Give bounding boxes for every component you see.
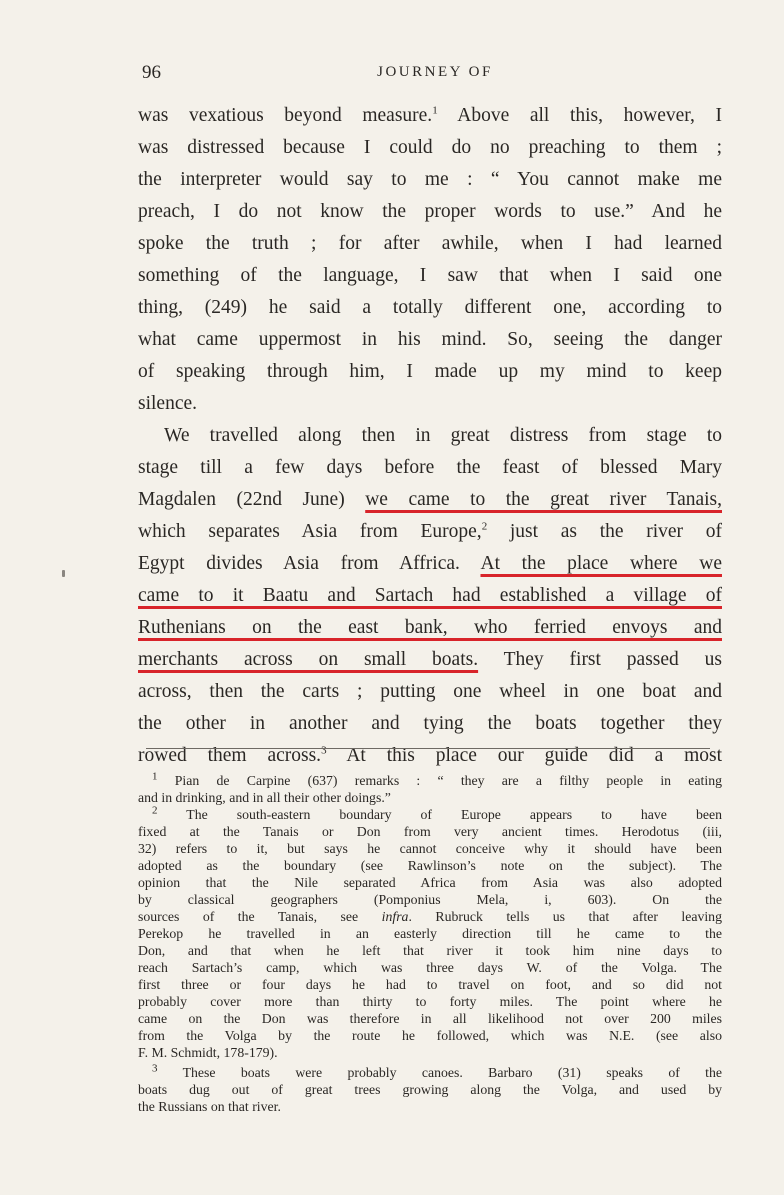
underlined-passage: At the place where we (480, 553, 722, 574)
text-line: the other in another and tying the boats together they (138, 713, 722, 734)
footnote-line: sources of the Tanais, see infra. Rubruck tells us that after leaving (138, 909, 722, 924)
text-line: rowed them across.$^3$ At this place our guide did a most (138, 744, 722, 766)
text-line (138, 580, 722, 612)
underlined-passage: came to it Baatu and Sartach had established a village of (138, 585, 722, 606)
text-line: which separates Asia from Europe,$^2$ just as the river of (138, 520, 722, 542)
text-line: across, then the carts ; putting one wheel in one boat and (138, 681, 722, 702)
footnote-line: boats dug out of great trees growing along the Volga, and used by (138, 1082, 722, 1097)
footnote-line: F. M. Schmidt, 178-179). (138, 1045, 278, 1060)
text-line: preach, I do not know the proper words to use.” And he (138, 201, 722, 222)
page-number: 96 (142, 62, 161, 83)
footnote-line: reach Sartach’s camp, which was three days W. of the Volga. The (138, 960, 722, 975)
margin-mark (62, 570, 65, 577)
text-line: spoke the truth ; for after awhile, when I had learned (138, 233, 722, 254)
main-text (138, 100, 722, 772)
underlined-passage: merchants across on small boats. (138, 649, 479, 670)
page-header (140, 62, 730, 90)
footnote-line: $^3$ These boats were probably canoes. Barbaro (31) speaks of the (152, 1064, 722, 1080)
text-line: thing, (249) he said a totally different one, according to (138, 297, 722, 318)
underlined-passage: Ruthenians on the east bank, who ferried envoys and (138, 617, 722, 638)
footnote-line: Perekop he travelled in an easterly direction till he came to the (138, 926, 722, 941)
footnote-line: by classical geographers (Pomponius Mela, i, 603). On the (138, 892, 722, 907)
text-line: was distressed because I could do no preaching to them ; (138, 137, 722, 158)
running-title: JOURNEY OF (377, 64, 493, 80)
footnote-line: came on the Don was therefore in all likelihood not over 200 miles (138, 1011, 722, 1026)
footnote-line: and in drinking, and in all their other doings.” (138, 790, 391, 805)
footnote-line: $^1$ Pian de Carpine (637) remarks : “ they are a filthy people in eating (152, 772, 722, 788)
text-line: the interpreter would say to me : “ You cannot make me (138, 169, 722, 190)
text-line: something of the language, I saw that when I said one (138, 265, 722, 286)
footnote-divider (146, 748, 710, 749)
text-line: Magdalen (22nd June) we came to the great river Tanais, (138, 489, 722, 510)
text-line: was vexatious beyond measure.$^1$ Above all this, however, I (138, 104, 722, 126)
footnote-line: opinion that the Nile separated Africa from Asia was also adopted (138, 875, 722, 890)
text-line: merchants across on small boats. They first passed us (138, 649, 722, 670)
footnote-line: Don, and that when he left that river it took him nine days to (138, 943, 722, 958)
footnote-line: probably cover more than thirty to forty miles. The point where he (138, 994, 722, 1009)
footnote-line: fixed at the Tanais or Don from very ancient times. Herodotus (iii, (138, 824, 722, 839)
footnotes (138, 772, 722, 1115)
footnote-line: first three or four days he had to travel on foot, and so did not (138, 977, 722, 992)
underlined-passage: we came to the great river Tanais, (365, 489, 722, 510)
footnote-line: the Russians on that river. (138, 1099, 281, 1114)
text-line: what came uppermost in his mind. So, seeing the danger (138, 329, 722, 350)
text-line: stage till a few days before the feast of blessed Mary (138, 457, 722, 478)
footnote-line: adopted as the boundary (see Rawlinson’s note on the subject). The (138, 858, 722, 873)
text-line: silence. (138, 393, 198, 414)
footnote-line: 32) refers to it, but says he cannot conceive why it should have been (138, 841, 722, 856)
text-line: Egypt divides Asia from Affrica. At the place where we (138, 553, 722, 574)
text-line (138, 612, 722, 644)
footnote-line: from the Volga by the route he followed, which was N.E. (see also (138, 1028, 722, 1043)
text-line: We travelled along then in great distress from stage to (164, 425, 722, 446)
footnote-line: $^2$ The south-eastern boundary of Europe appears to have been (152, 806, 722, 822)
text-line: of speaking through him, I made up my mind to keep (138, 361, 722, 382)
